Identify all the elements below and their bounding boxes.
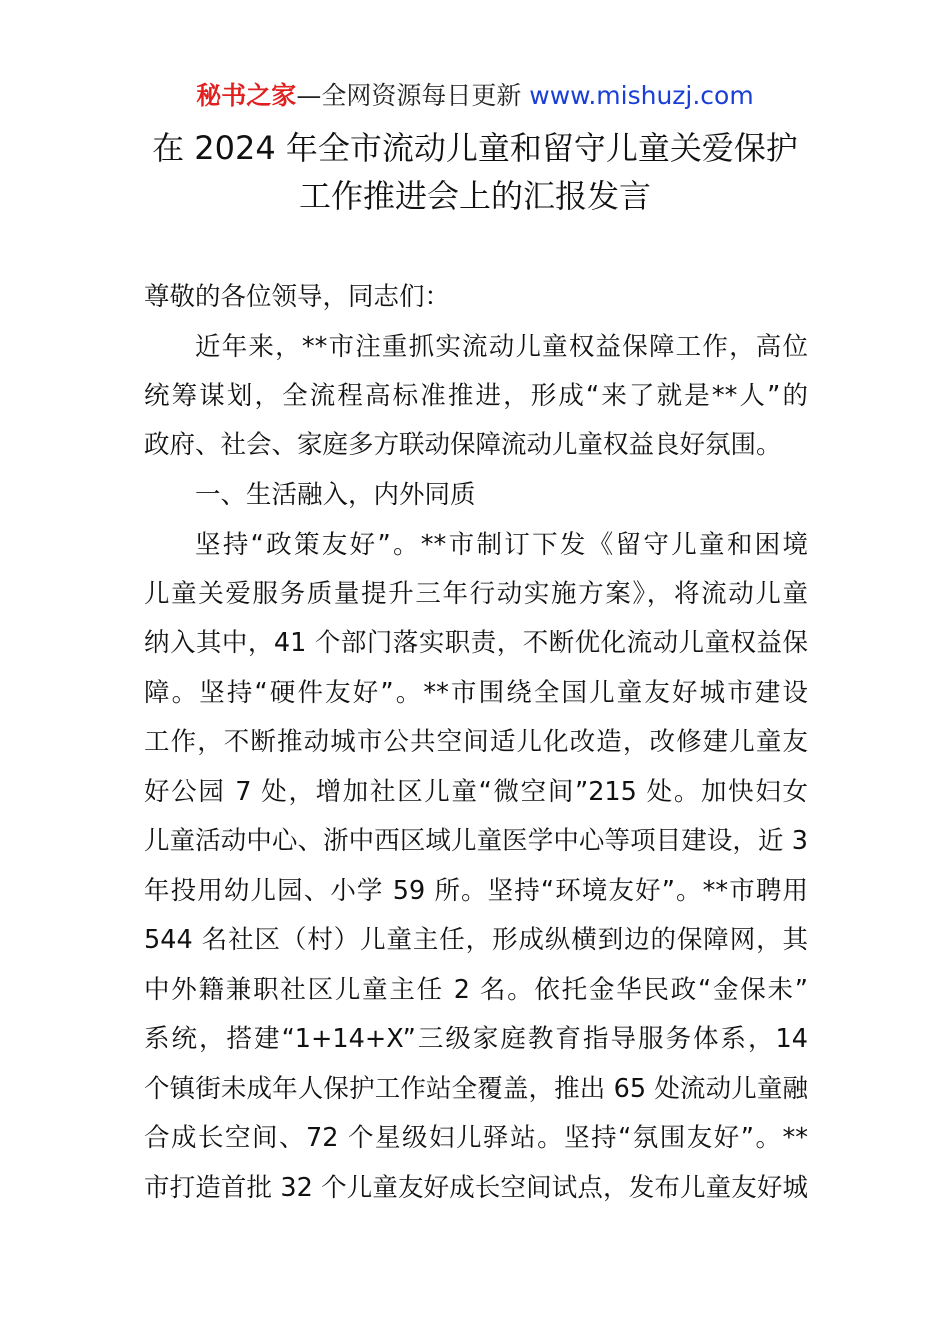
body-line: 个镇街未成年人保护工作站全覆盖，推出 65 处流动儿童融 xyxy=(144,1074,808,1104)
body-line: 纳入其中，41 个部门落实职责，不断优化流动儿童权益保 xyxy=(144,628,808,658)
body-line: 544 名社区（村）儿童主任，形成纵横到边的保障网，其 xyxy=(144,925,808,955)
body-line: 市打造首批 32 个儿童友好成长空间试点，发布儿童友好城 xyxy=(144,1173,808,1203)
salutation: 尊敬的各位领导，同志们： xyxy=(144,282,451,312)
site-url-link[interactable]: www.mishuzj.com xyxy=(529,81,754,110)
body-line: 儿童关爱服务质量提升三年行动实施方案》，将流动儿童 xyxy=(144,579,808,609)
section-heading: 一、生活融入，内外同质 xyxy=(195,480,476,510)
body-line: 政府、社会、家庭多方联动保障流动儿童权益良好氛围。 xyxy=(144,430,782,460)
body-line: 合成长空间、72 个星级妇儿驿站。坚持“氛围友好”。** xyxy=(144,1123,808,1153)
document-title-line-2: 工作推进会上的汇报发言 xyxy=(298,177,651,215)
body-line: 统筹谋划，全流程高标准推进，形成“来了就是**人”的 xyxy=(144,381,808,411)
banner-tagline: —全网资源每日更新 xyxy=(296,81,522,110)
body-line: 儿童活动中心、浙中西区域儿童医学中心等项目建设，近 3 xyxy=(144,826,808,856)
body-line: 好公园 7 处，增加社区儿童“微空间”215 处。加快妇女 xyxy=(144,777,808,807)
body-line: 近年来，**市注重抓实流动儿童权益保障工作，高位 xyxy=(195,332,808,362)
body-line: 坚持“政策友好”。**市制订下发《留守儿童和困境 xyxy=(195,530,808,560)
site-banner xyxy=(0,78,950,114)
body-line: 障。坚持“硬件友好”。**市围绕全国儿童友好城市建设 xyxy=(144,678,808,708)
document-title-line-1: 在 2024 年全市流动儿童和留守儿童关爱保护 xyxy=(152,129,798,167)
body-line: 工作，不断推动城市公共空间适儿化改造，改修建儿童友 xyxy=(144,727,808,757)
body-line: 系统，搭建“1+14+X”三级家庭教育指导服务体系，14 xyxy=(144,1024,808,1054)
body-line: 年投用幼儿园、小学 59 所。坚持“环境友好”。**市聘用 xyxy=(144,876,808,906)
body-line: 中外籍兼职社区儿童主任 2 名。依托金华民政“金保未” xyxy=(144,975,808,1005)
brand-name: 秘书之家 xyxy=(196,81,297,110)
